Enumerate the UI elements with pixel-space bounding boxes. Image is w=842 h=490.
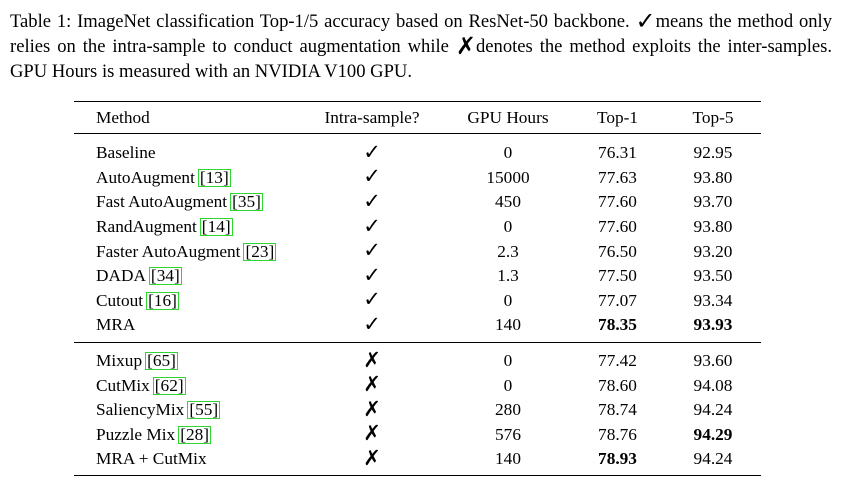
top1-cell: 78.74 xyxy=(598,400,637,420)
top5-cell: 93.80 xyxy=(693,217,733,237)
citation-number: 35 xyxy=(237,192,256,212)
top5-cell: 94.08 xyxy=(693,375,733,395)
citation-link[interactable]: [34] xyxy=(150,266,180,286)
checkmark-icon: ✓ xyxy=(363,188,381,213)
top5-cell: 93.70 xyxy=(693,192,733,212)
gpu-hours-cell: 0 xyxy=(503,143,513,163)
gpu-hours-cell: 280 xyxy=(495,400,521,420)
intra-sample-cell xyxy=(298,289,446,314)
citation-number: 62 xyxy=(160,375,178,395)
cross-icon: ✗ xyxy=(363,396,381,421)
top5-cell: 93.93 xyxy=(665,313,761,342)
gpu-hours-cell: 1.3 xyxy=(497,266,519,286)
intra-sample-cell xyxy=(298,190,446,215)
table-row xyxy=(74,373,761,398)
method-cell xyxy=(74,215,298,240)
gpu-hours-cell: 0 xyxy=(503,290,513,310)
method-cell xyxy=(74,398,298,423)
intra-sample-cell xyxy=(298,373,446,398)
header-top5: Top-5 xyxy=(665,102,761,134)
intra-sample-cell xyxy=(298,447,446,475)
caption-text-3: denotes the method exploits the inter-samples. GPU Hours is measured with an NVIDIA V100 GPU. xyxy=(10,36,832,82)
caption-text-1: Table 1: ImageNet classification Top-1/5 accuracy based on ResNet-50 backbone. xyxy=(10,11,630,32)
checkmark-icon: ✓ xyxy=(635,7,656,35)
header-gpu-hours: GPU Hours xyxy=(446,102,570,134)
intra-sample-cell xyxy=(298,134,446,166)
cross-icon: ✗ xyxy=(363,421,381,446)
citation-link[interactable]: [55] xyxy=(189,400,219,420)
table-row xyxy=(74,289,761,314)
citation-link[interactable]: [13] xyxy=(199,167,229,187)
intra-sample-cell xyxy=(298,215,446,240)
method-name: Fast AutoAugment xyxy=(96,192,228,212)
citation-number: 14 xyxy=(207,217,225,237)
table-row xyxy=(74,342,761,373)
citation-number: 23 xyxy=(251,241,269,261)
top1-cell: 76.50 xyxy=(598,241,637,261)
method-name: Cutout xyxy=(96,290,144,310)
method-name: Baseline xyxy=(96,143,156,163)
method-name: SaliencyMix xyxy=(96,400,185,420)
caption-text-2: means the method only relies on the intra-sample to conduct augmentation while xyxy=(10,11,832,57)
citation-link[interactable]: [23] xyxy=(245,241,275,261)
top5-cell: 94.29 xyxy=(693,424,733,444)
gpu-hours-cell: 15000 xyxy=(486,167,530,187)
checkmark-icon: ✓ xyxy=(363,213,381,238)
table-row xyxy=(74,313,761,342)
top5-cell: 93.60 xyxy=(693,351,733,371)
method-cell xyxy=(74,190,298,215)
citation-link[interactable]: [14] xyxy=(201,217,231,237)
citation-number: 34 xyxy=(156,266,174,286)
intra-sample-cell xyxy=(298,166,446,191)
top1-cell: 77.63 xyxy=(598,167,637,187)
method-name: MRA + CutMix xyxy=(96,449,207,469)
citation-number: 65 xyxy=(152,351,171,371)
method-cell xyxy=(74,264,298,289)
top1-cell: 77.60 xyxy=(598,217,637,237)
gpu-hours-cell: 140 xyxy=(446,447,570,475)
top1-cell: 78.35 xyxy=(570,313,665,342)
citation-link[interactable]: [16] xyxy=(148,290,177,310)
inter-sample-group xyxy=(74,342,761,475)
top1-cell: 77.50 xyxy=(598,266,637,286)
method-cell xyxy=(74,239,298,264)
cross-icon: ✗ xyxy=(363,445,381,470)
table-row xyxy=(74,134,761,166)
citation-number: 28 xyxy=(185,424,204,444)
top1-cell: 76.31 xyxy=(598,143,637,163)
top5-cell: 94.24 xyxy=(665,447,761,475)
intra-sample-cell xyxy=(298,264,446,289)
method-cell xyxy=(74,342,298,373)
citation-number: 16 xyxy=(153,290,172,310)
gpu-hours-cell: 576 xyxy=(495,424,521,444)
table-row xyxy=(74,166,761,191)
method-cell xyxy=(74,289,298,314)
citation-link[interactable]: [62] xyxy=(154,375,184,395)
method-cell xyxy=(74,166,298,191)
top1-cell: 78.60 xyxy=(598,375,637,395)
top1-cell: 77.07 xyxy=(598,290,637,310)
intra-sample-cell xyxy=(298,342,446,373)
top1-cell: 78.76 xyxy=(598,424,637,444)
method-name: AutoAugment xyxy=(96,167,195,187)
top5-cell: 94.24 xyxy=(693,400,733,420)
gpu-hours-cell: 2.3 xyxy=(497,241,519,261)
citation-number: 13 xyxy=(205,167,223,187)
method-name: Mixup xyxy=(96,351,143,371)
checkmark-icon: ✓ xyxy=(363,262,381,287)
table-row xyxy=(74,239,761,264)
header-top1: Top-1 xyxy=(570,102,665,134)
checkmark-icon: ✓ xyxy=(363,287,381,312)
gpu-hours-cell: 140 xyxy=(446,313,570,342)
citation-number: 55 xyxy=(195,400,213,420)
intra-sample-cell xyxy=(298,239,446,264)
method-cell xyxy=(74,423,298,448)
table-caption xyxy=(10,9,832,84)
checkmark-icon: ✓ xyxy=(363,164,381,189)
results-table xyxy=(74,101,761,476)
citation-link[interactable]: [35] xyxy=(232,192,261,212)
header-method: Method xyxy=(74,102,298,134)
intra-sample-group xyxy=(74,134,761,343)
checkmark-icon: ✓ xyxy=(363,139,381,164)
method-name: CutMix xyxy=(96,375,150,395)
method-name: DADA xyxy=(96,266,146,286)
table-row xyxy=(74,264,761,289)
gpu-hours-cell: 0 xyxy=(503,351,513,371)
header-intra-sample: Intra-sample? xyxy=(298,102,446,134)
top1-cell: 77.42 xyxy=(598,351,637,371)
table-row xyxy=(74,190,761,215)
citation-link[interactable]: [65] xyxy=(147,351,176,371)
gpu-hours-cell: 0 xyxy=(503,217,513,237)
top5-cell: 93.80 xyxy=(693,167,733,187)
citation-link[interactable]: [28] xyxy=(180,424,210,444)
table-row xyxy=(74,423,761,448)
intra-sample-cell xyxy=(298,423,446,448)
top1-cell: 78.93 xyxy=(570,447,665,475)
checkmark-icon: ✓ xyxy=(363,238,381,263)
intra-sample-cell xyxy=(298,398,446,423)
top1-cell: 77.60 xyxy=(598,192,637,212)
cross-icon: ✗ xyxy=(363,347,381,372)
method-name: Puzzle Mix xyxy=(96,424,176,444)
cross-icon: ✗ xyxy=(363,372,381,397)
gpu-hours-cell: 0 xyxy=(503,375,513,395)
method-name: Faster AutoAugment xyxy=(96,241,241,261)
method-name: MRA xyxy=(96,315,136,335)
header-row xyxy=(74,102,761,134)
table-row xyxy=(74,447,761,475)
method-cell xyxy=(74,313,298,342)
cross-icon: ✗ xyxy=(455,32,476,60)
top5-cell: 93.50 xyxy=(693,266,733,286)
top5-cell: 93.20 xyxy=(693,241,733,261)
table-row xyxy=(74,215,761,240)
method-cell xyxy=(74,447,298,475)
method-cell xyxy=(74,373,298,398)
method-cell xyxy=(74,134,298,166)
top5-cell: 92.95 xyxy=(693,143,733,163)
method-name: RandAugment xyxy=(96,217,197,237)
table-row xyxy=(74,398,761,423)
gpu-hours-cell: 450 xyxy=(495,192,521,212)
checkmark-icon: ✓ xyxy=(363,311,381,336)
intra-sample-cell xyxy=(298,313,446,342)
top5-cell: 93.34 xyxy=(693,290,733,310)
